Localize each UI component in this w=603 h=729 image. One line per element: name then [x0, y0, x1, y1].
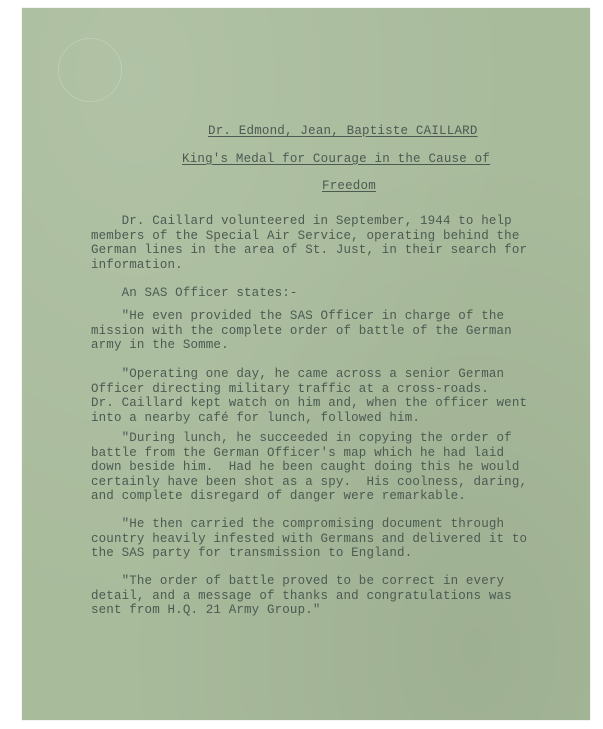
text-line: country heavily infested with Germans and delivered it to [91, 531, 528, 546]
document-title: Dr. Edmond, Jean, Baptiste CAILLARD [208, 124, 478, 138]
text-line: down beside him. Had he been caught doing this he would [91, 460, 520, 474]
text-line: sent from H.Q. 21 Army Group." [91, 603, 321, 617]
text-line: German lines in the area of St. Just, in their search for [91, 243, 528, 257]
text-line: Dr. Caillard kept watch on him and, when the officer went [91, 396, 528, 410]
text-line: the SAS party for transmission to England. [91, 546, 413, 560]
text-line: Dr. Caillard volunteered in September, 1944 to help [91, 214, 512, 228]
paragraph-quote-cross-roads [91, 367, 591, 425]
text-line: information. [91, 257, 183, 272]
text-line: An SAS Officer states:- [91, 286, 298, 300]
watermark-stamp [58, 38, 122, 102]
text-line: "He even provided the SAS Officer in charge of the [91, 309, 505, 323]
paragraph-officer-statement [91, 286, 591, 301]
paragraph-quote-transmission [91, 517, 591, 561]
text-line: into a nearby café for lunch, followed him. [91, 410, 421, 425]
text-line: mission with the complete order of battle of the German [91, 323, 512, 338]
text-line: "Operating one day, he came across a senior German [91, 367, 505, 381]
paragraph-quote-confirmation [91, 574, 591, 618]
text-line: members of the Special Air Service, operating behind the [91, 228, 520, 243]
paragraph-quote-lunch [91, 431, 591, 504]
text-line: "He then carried the compromising document through [91, 517, 505, 531]
award-title: King's Medal for Courage in the Cause of [182, 152, 491, 166]
text-line: army in the Somme. [91, 338, 229, 352]
paragraph-quote-order-of-battle [91, 309, 591, 353]
text-line: "During lunch, he succeeded in copying the order of [91, 431, 512, 445]
text-line: certainly have been shot as a spy. His coolness, daring, [91, 474, 528, 489]
award-title-continued: Freedom [322, 179, 376, 193]
paragraph-intro [91, 214, 591, 272]
text-line: battle from the German Officer's map which he had laid [91, 445, 505, 460]
text-line: "The order of battle proved to be correct in every [91, 574, 505, 588]
text-line: detail, and a message of thanks and congratulations was [91, 588, 512, 603]
text-line: Officer directing military traffic at a cross-roads. [91, 381, 489, 396]
text-line: and complete disregard of danger were remarkable. [91, 489, 466, 503]
document-page [22, 8, 590, 720]
